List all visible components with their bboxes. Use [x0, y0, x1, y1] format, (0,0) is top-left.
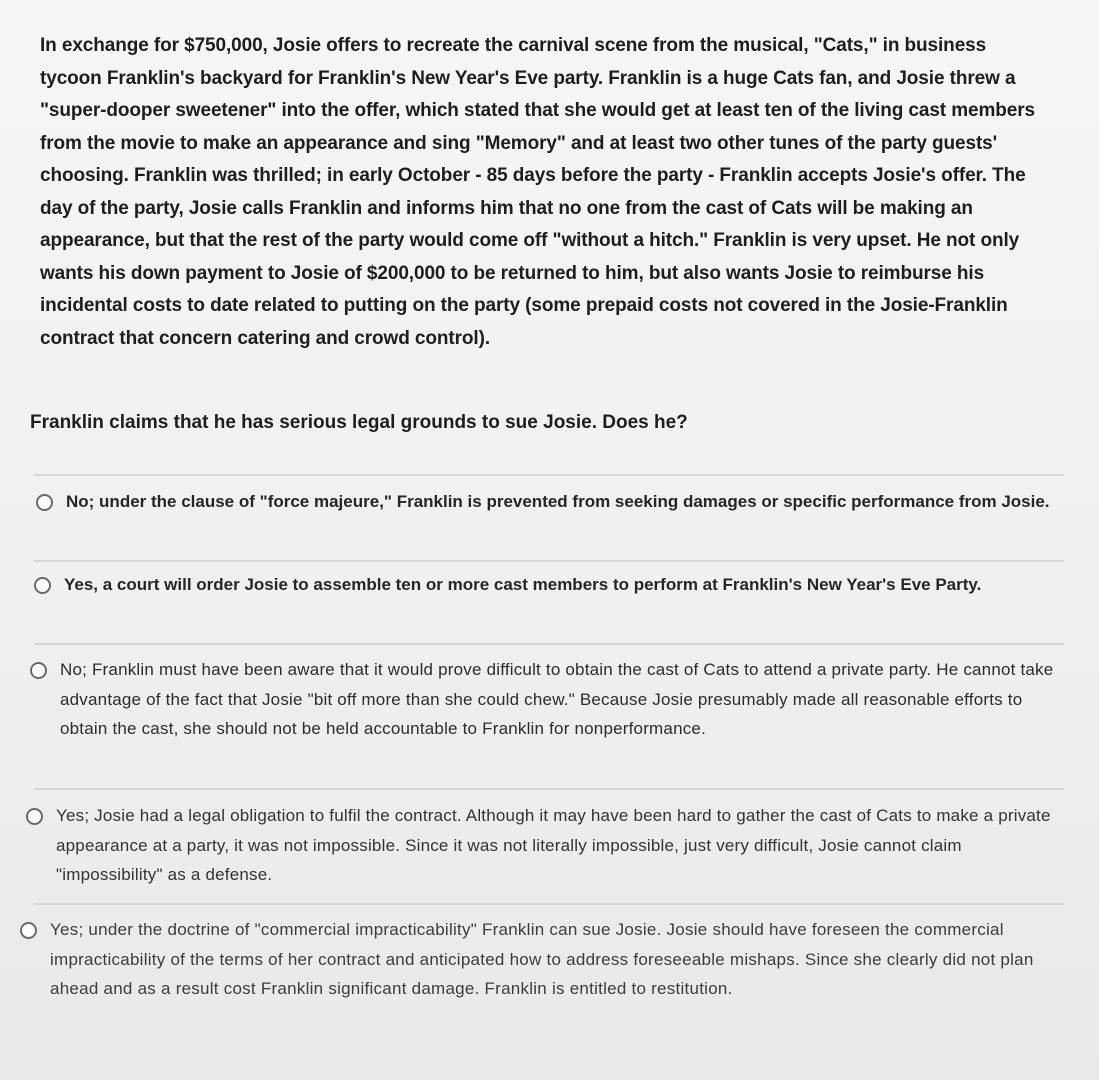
divider: [34, 560, 1064, 562]
answer-option-4[interactable]: [26, 801, 1066, 890]
divider: [34, 643, 1064, 645]
answer-option-2[interactable]: [34, 570, 1074, 600]
radio-button[interactable]: [34, 577, 51, 594]
radio-button[interactable]: [26, 808, 43, 825]
question-prompt: Franklin claims that he has serious legal grounds to sue Josie. Does he?: [30, 412, 688, 433]
answer-option-3[interactable]: [30, 655, 1070, 744]
answer-option-text: Yes, a court will order Josie to assemble ten or more cast members to perform at Franklin's New Year's Eve Party.: [64, 575, 982, 594]
answer-option-1[interactable]: [36, 487, 1076, 517]
radio-button[interactable]: [20, 922, 37, 939]
answer-option-5[interactable]: [20, 915, 1060, 1004]
divider: [34, 788, 1064, 790]
answer-option-text: No; Franklin must have been aware that it would prove difficult to obtain the cast of Cats to attend a private party. He cannot take advantage of the fact that Josie "bit off more than she could chew." Because Josie presumably made all reasonable efforts to obtain the cast, she should not be held accountable to Franklin for nonperformance.: [60, 660, 1054, 738]
radio-button[interactable]: [36, 494, 53, 511]
question-scenario: In exchange for $750,000, Josie offers to recreate the carnival scene from the musical, "Cats," in business tycoon Franklin's backyard for Franklin's New Year's Eve party. Franklin is a huge Cats fan, and Josie threw a "super-dooper sweetener" into the offer, which stated that she would get at least ten of the living cast members from the movie to make an appearance and sing "Memory" and at least two other tunes of the party guests' choosing. Franklin was thrilled; in early October - 85 days before the party - Franklin accepts Josie's offer. The day of the party, Josie calls Franklin and informs him that no one from the cast of Cats will be making an appearance, but that the rest of the party would come off "without a hitch." Franklin is very upset. He not only wants his down payment to Josie of $200,000 to be returned to him, but also wants Josie to reimburse his incidental costs to date related to putting on the party (some prepaid costs not covered in the Josie-Franklin contract that concern catering and crowd control).: [40, 35, 1036, 349]
divider: [34, 474, 1064, 476]
radio-button[interactable]: [30, 662, 47, 679]
answer-option-text: Yes; under the doctrine of "commercial impracticability" Franklin can sue Josie. Josie should have foreseen the commercial impracticability of the terms of her contract and anticipated how to address foreseeable mishaps. Since she clearly did not plan ahead and as a result cost Franklin significant damage. Franklin is entitled to restitution.: [50, 920, 1034, 998]
divider: [34, 903, 1064, 905]
answer-option-text: Yes; Josie had a legal obligation to fulfil the contract. Although it may have been hard to gather the cast of Cats to make a private appearance at a party, it was not impossible. Since it was not literally impossible, just very difficult, Josie cannot claim "impossibility" as a defense.: [56, 806, 1051, 884]
answer-option-text: No; under the clause of "force majeure," Franklin is prevented from seeking damages or specific performance from Josie.: [66, 492, 1050, 511]
